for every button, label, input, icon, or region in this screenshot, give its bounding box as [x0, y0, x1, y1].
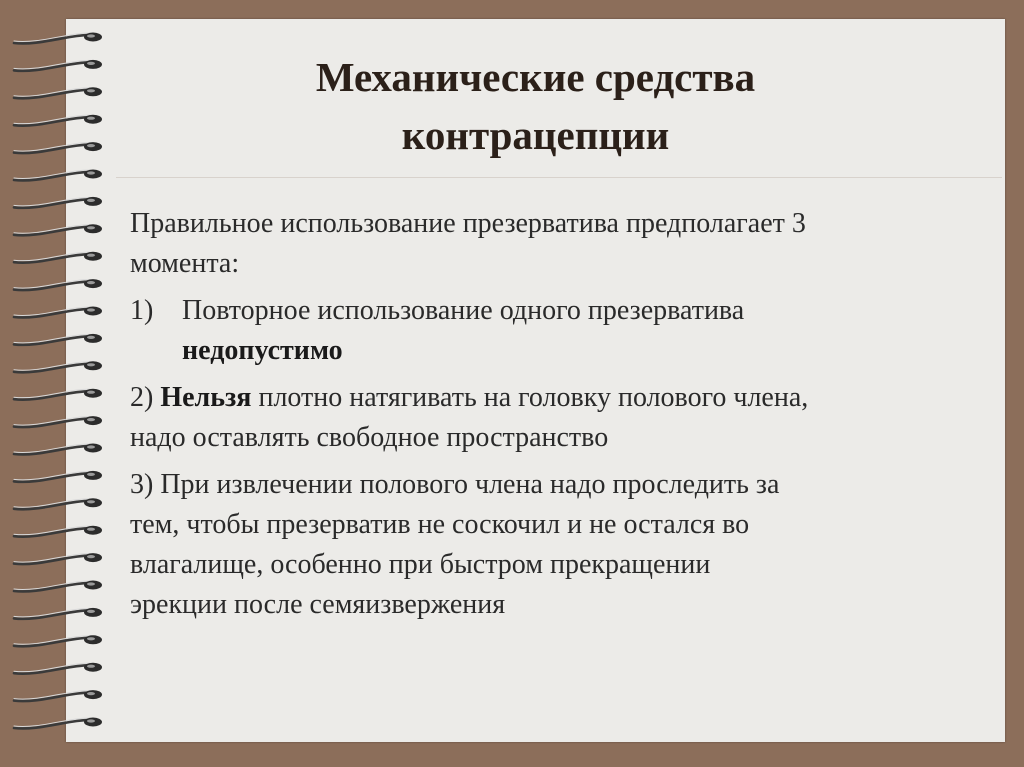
item-3-line-3: влагалище, особенно при быстром прекращении — [130, 549, 711, 580]
list-item-1 — [130, 291, 990, 371]
item-2-emphasis: Нельзя — [160, 382, 252, 413]
list-item-2 — [130, 378, 990, 458]
item-1-number: 1) — [130, 295, 154, 326]
item-3-line-2: тем, чтобы презерватив не соскочил и не остался во — [130, 509, 750, 540]
item-2-line-1: плотно натягивать на головку полового члена, — [258, 382, 809, 413]
intro-paragraph — [130, 204, 990, 284]
title-divider — [116, 177, 1002, 178]
item-2-number: 2) — [130, 382, 154, 413]
slide-body — [130, 204, 990, 632]
item-1-emphasis: недопустимо — [182, 335, 343, 366]
intro-line-1: Правильное использование презерватива предполагает 3 — [130, 208, 806, 239]
item-3-line-4: эрекции после семяизвержения — [130, 589, 506, 620]
title-line-2: контрацепции — [401, 112, 670, 158]
title-line-1: Механические средства — [315, 54, 756, 100]
item-1-line-1: Повторное использование одного презерватива — [182, 295, 745, 326]
item-2-line-2: надо оставлять свободное пространство — [130, 422, 609, 453]
intro-line-2: момента: — [130, 248, 240, 279]
list-item-3 — [130, 465, 990, 625]
slide-title — [66, 48, 1005, 164]
item-3-line-1: 3) При извлечении полового члена надо проследить за — [130, 469, 780, 500]
